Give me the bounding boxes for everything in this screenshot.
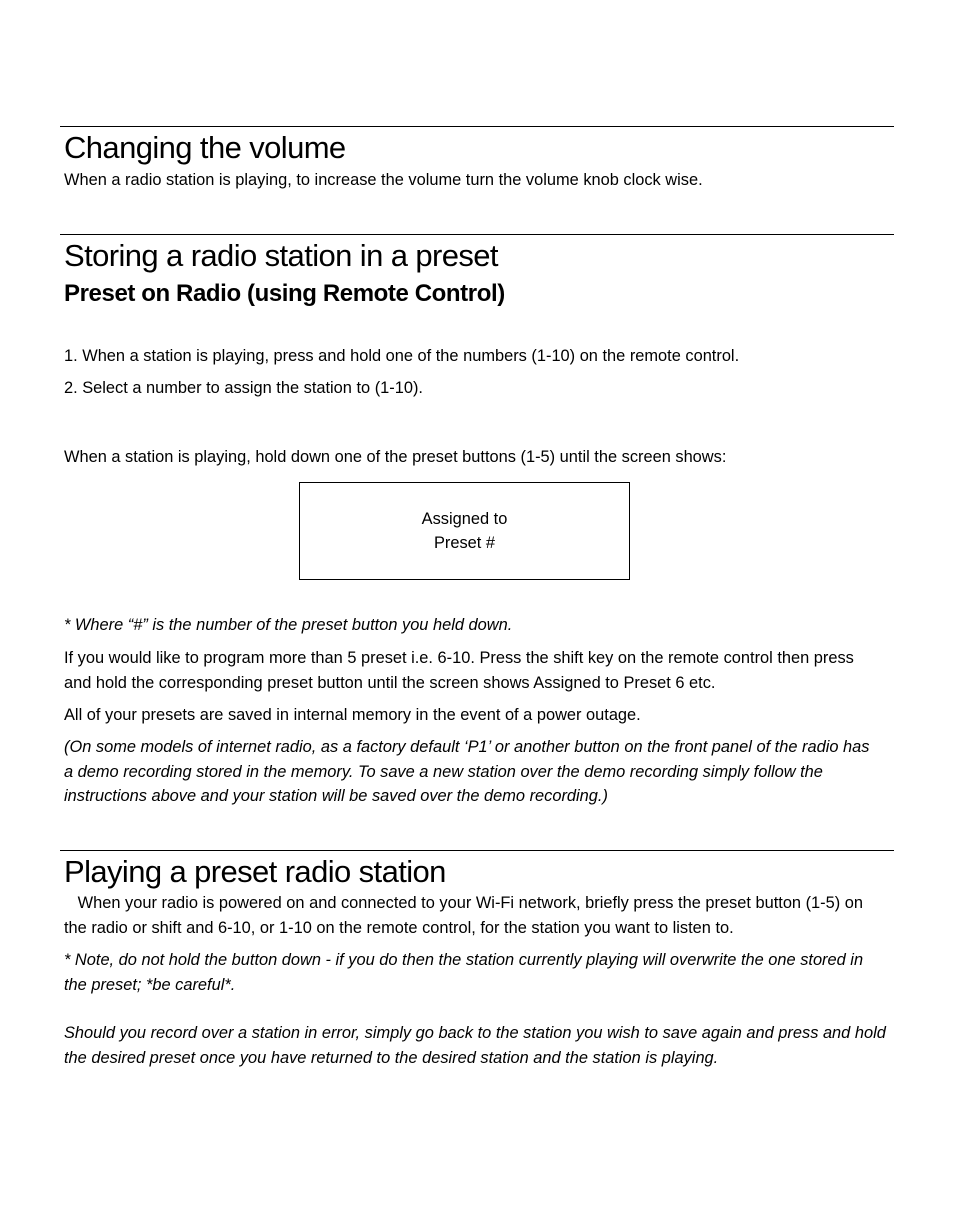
more-presets-instruction: If you would like to program more than 5 preset i.e. 6-10. Press the shift key on the remote control then press and hold the corresponding preset button until the screen shows Assigned to Preset 6 etc.	[64, 649, 854, 692]
subheading-preset-remote: Preset on Radio (using Remote Control)	[64, 280, 505, 307]
section-divider-playing	[60, 850, 894, 851]
note-do-not-hold: * Note, do not hold the button down - if you do then the station currently playing will overwrite the one stored in the preset; *be careful*.	[64, 951, 864, 994]
screen-display-box	[299, 482, 630, 580]
screen-line-preset: Preset #	[433, 534, 496, 552]
screen-line-assigned: Assigned to	[421, 510, 508, 528]
demo-recording-note: (On some models of internet radio, as a factory default ‘P1’ or another button on the front panel of the radio has a demo recording stored in the memory. To save a new station over the demo recording simply follow the instructions above and your station will be saved over the demo recording.)	[64, 738, 870, 805]
section-divider-volume	[60, 126, 894, 127]
step-2: 2. Select a number to assign the station to (1-10).	[64, 379, 423, 397]
section-divider-storing	[60, 234, 894, 235]
heading-playing-preset: Playing a preset radio station	[64, 854, 446, 889]
hold-instruction: When a station is playing, hold down one of the preset buttons (1-5) until the screen shows:	[64, 448, 727, 466]
note-where-hash: * Where “#” is the number of the preset button you held down.	[64, 616, 513, 634]
step-1: 1. When a station is playing, press and hold one of the numbers (1-10) on the remote control.	[64, 347, 740, 365]
heading-storing-preset: Storing a radio station in a preset	[64, 238, 498, 273]
note-record-error: Should you record over a station in error, simply go back to the station you wish to save again and press and hold the desired preset once you have returned to the desired station and the station is playing.	[64, 1024, 886, 1067]
heading-changing-volume: Changing the volume	[64, 130, 346, 165]
playing-instruction: When your radio is powered on and connected to your Wi-Fi network, briefly press the preset button (1-5) on the radio or shift and 6-10, or 1-10 on the remote control, for the station you want to listen to.	[64, 894, 868, 937]
memory-note: All of your presets are saved in internal memory in the event of a power outage.	[64, 706, 641, 724]
volume-instruction: When a radio station is playing, to increase the volume turn the volume knob clock wise.	[64, 171, 703, 189]
